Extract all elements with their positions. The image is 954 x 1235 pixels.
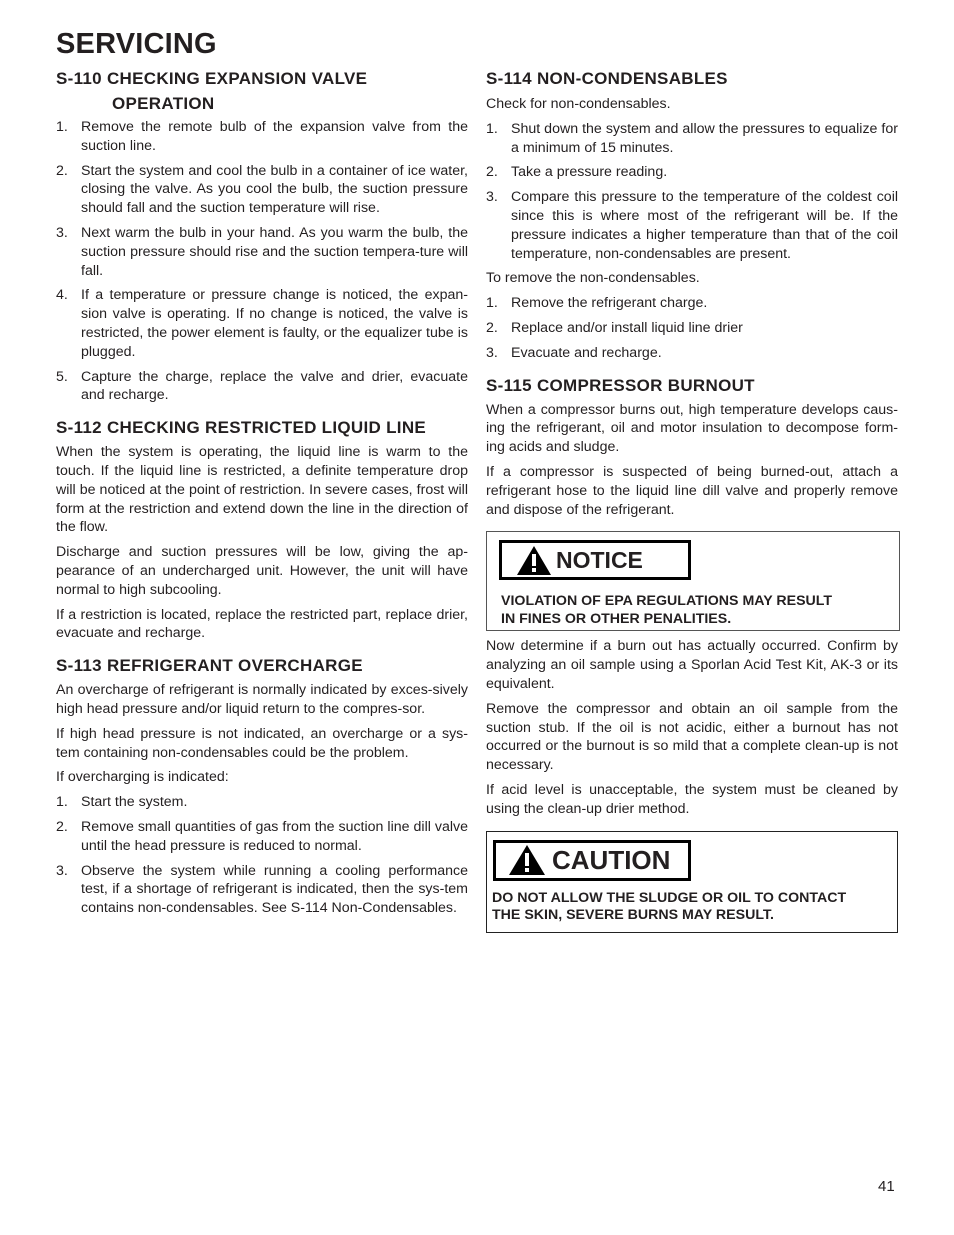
s114-steps [486,120,898,264]
list-text: Capture the charge, replace the valve and drier, evacuate and recharge. [81,368,468,404]
list-item [486,120,898,158]
s115-paragraph: Now determine if a burn out has actually occurred. Confirm by analyzing an oil sample using a Sporlan Acid Test Kit, AK-3 or its equivalent. [486,638,898,692]
s115-paragraph: If acid level is unacceptable, the system must be cleaned by using the clean-up drier method. [486,781,898,817]
list-item [56,368,468,406]
list-number: 4. [56,287,68,304]
list-number: 3. [486,344,498,361]
list-number: 1. [56,794,68,811]
notice-label: NOTICE [556,546,643,573]
warning-triangle-icon [516,545,552,576]
warning-triangle-icon [508,844,546,876]
page-title: SERVICING [56,28,217,60]
list-text: Remove the remote bulb of the expansion valve from the suction line. [81,119,468,154]
list-number: 3. [56,224,68,241]
s113-paragraph: If high head pressure is not indicated, an overcharge or a sys-tem containing non-condensables could be the problem. [56,725,468,761]
list-text: Shut down the system and allow the pressures to equalize for a minimum of 15 minutes. [511,120,898,156]
page-number: 41 [878,1178,895,1195]
list-number: 2. [56,162,68,179]
caution-text-line1: DO NOT ALLOW THE SLUDGE OR OIL TO CONTACT [492,889,847,906]
s113-steps [56,793,468,918]
caution-text-line2: THE SKIN, SEVERE BURNS MAY RESULT. [492,907,774,924]
caution-label-box [493,840,691,881]
s112-paragraph: Discharge and suction pressures will be low, giving the ap-pearance of an undercharged unit. However, the unit will have normal to high subcooling. [56,544,468,598]
list-text: Compare this pressure to the temperature of the coldest coil since this is where most of the refrigerant will be. If the pressure indicates a higher temperature than that of the coil temperature, non-condensables are present. [511,189,898,262]
list-item [56,162,468,218]
list-item [486,344,898,363]
s115-paragraph: When a compressor burns out, high temperature develops caus-ing the refrigerant, oil and motor insulation to decompose form-ing acids and sludge. [486,401,898,456]
list-number: 2. [56,818,68,835]
notice-text-line2: IN FINES OR OTHER PENALITIES. [501,610,732,627]
s110-steps [56,118,468,405]
list-number: 1. [486,120,498,137]
list-item [56,862,468,918]
s113-heading: S-113 REFRIGERANT OVERCHARGE [56,656,363,676]
list-number: 5. [56,368,68,385]
s115-paragraph: If a compressor is suspected of being burned-out, attach a refrigerant hose to the liquid line dill valve and properly remove and dispose of the refrigerant. [486,463,898,518]
list-number: 2. [486,164,498,181]
caution-box [486,831,898,933]
s115-paragraph: Remove the compressor and obtain an oil sample from the suction stub. If the oil is not acidic, either a burnout has not occurred or the burnout is so mild that a complete clean-up is not necessary. [486,700,898,774]
s110-heading [56,66,468,116]
list-text: If a temperature or pressure change is noticed, the expan-sion valve is operating. If no change is noticed, the valve is restricted, the power element is faulty, or the equalizer tube is plugged. [81,287,468,360]
list-item [56,793,468,812]
list-item [486,188,898,263]
notice-box [486,531,900,631]
list-text: Start the system. [81,794,188,811]
list-number: 2. [486,319,498,336]
s113-paragraph: If overcharging is indicated: [56,769,229,786]
s112-paragraph: If a restriction is located, replace the restricted part, replace drier, evacuate and recharge. [56,606,468,642]
list-text: Evacuate and recharge. [511,344,662,361]
list-item [486,294,898,313]
list-number: 3. [486,189,498,206]
s112-paragraph: When the system is operating, the liquid line is warm to the touch. If the liquid line is restricted, a definite temperature drop will be noticed at the point of restriction. In severe cases, frost will form at the restriction and extend down the line in the direction of the flow. [56,444,468,536]
right-column [486,66,898,933]
s115-heading: S-115 COMPRESSOR BURNOUT [486,375,755,395]
s110-heading-line1: S-110 CHECKING EXPANSION VALVE [56,69,368,88]
list-item [56,118,468,156]
s114-remove-steps [486,294,898,362]
s114-remove-intro: To remove the non-condensables. [486,270,700,287]
list-text: Take a pressure reading. [511,164,668,181]
notice-text [501,593,832,628]
list-text: Replace and/or install liquid line drier [511,319,743,336]
list-item [56,818,468,856]
left-column [56,66,468,918]
notice-text-line1: VIOLATION OF EPA REGULATIONS MAY RESULT [501,593,833,610]
list-number: 3. [56,862,68,879]
notice-label-box [499,540,691,580]
s114-heading: S-114 NON-CONDENSABLES [486,69,728,88]
list-number: 1. [486,295,498,312]
list-text: Start the system and cool the bulb in a container of ice water, closing the valve. As you cool the bulb, the suction pressure should fall and the suction temperature will rise. [81,162,468,217]
list-item [56,224,468,280]
caution-label: CAUTION [552,844,671,875]
list-item [486,163,898,182]
list-text: Remove the refrigerant charge. [511,295,708,312]
s113-paragraph: An overcharge of refrigerant is normally indicated by exces-sively high head pressure and/or liquid return to the compres-sor. [56,682,468,717]
caution-text [492,890,846,925]
s110-heading-line2: OPERATION [112,94,215,113]
list-text: Next warm the bulb in your hand. As you warm the bulb, the suction pressure should rise and the suction tempera-ture will fall. [81,224,468,279]
list-item [56,286,468,361]
s114-intro: Check for non-condensables. [486,96,671,112]
list-text: Remove small quantities of gas from the suction line dill valve until the head pressure is reduced to normal. [81,818,468,854]
list-item [486,319,898,338]
s112-heading: S-112 CHECKING RESTRICTED LIQUID LINE [56,418,427,438]
list-number: 1. [56,119,68,135]
list-text: Observe the system while running a cooling performance test, if a shortage of refrigerant is indicated, then the sys-tem contains non-condensables. See S-114 Non-Condensables. [81,862,468,917]
